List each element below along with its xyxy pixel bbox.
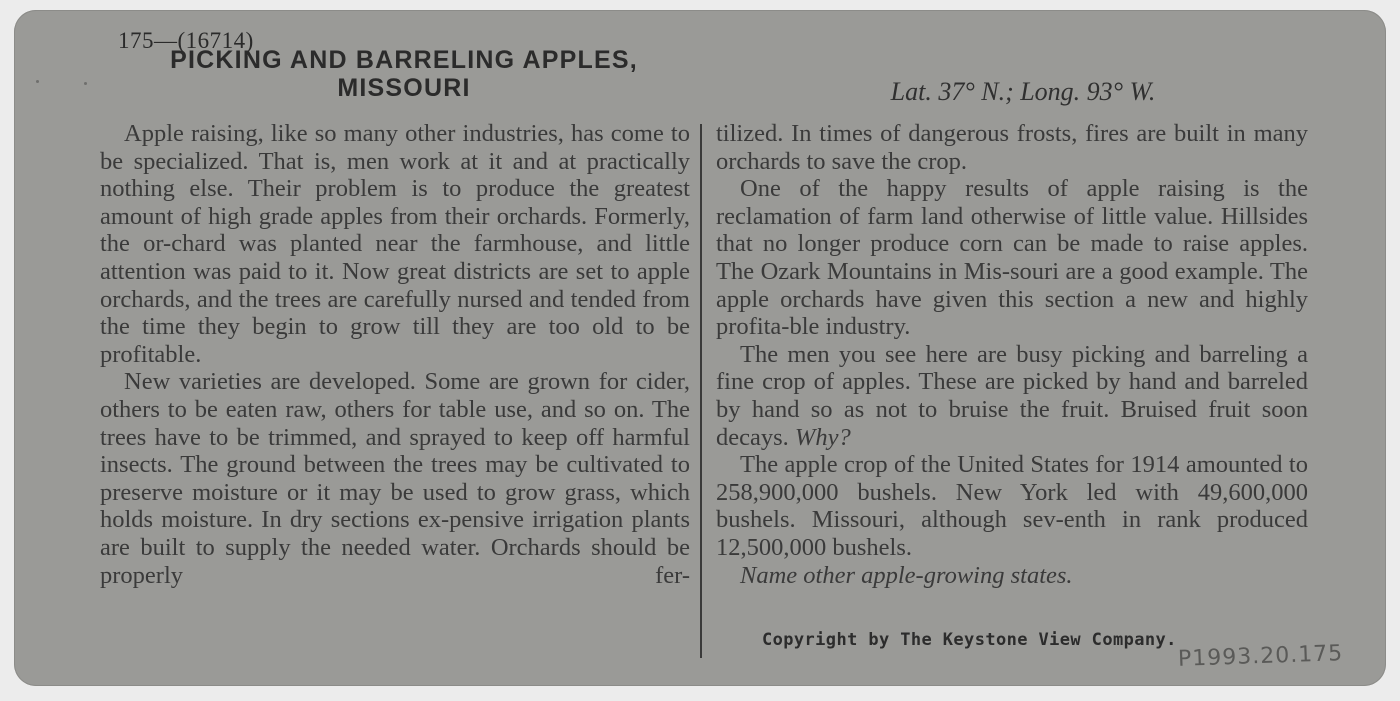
paragraph: Apple raising, like so many other industries, has come to be specialized. That is, men work at it and at practically nothing else. Their problem is to produce the greatest amount of high grade apples from their orchards. Formerly, the or-chard was planted near the farmhouse, and little attention was paid to it. Now great districts are set to apple orchards, and the trees are carefully nursed and tended from the time they begin to grow till they are too old to be profitable. [100, 120, 690, 368]
catalog-number: 175—(16714) [118, 28, 254, 53]
paragraph [716, 341, 1308, 451]
card-title-line1: PICKING AND BARRELING APPLES, [170, 46, 638, 74]
exercise-prompt: Name other apple-growing states. [740, 561, 1073, 589]
right-text-column [716, 120, 1308, 589]
stereograph-card-back [14, 10, 1386, 686]
left-text-column [100, 120, 690, 589]
accession-number: P1993.20.175 [1177, 641, 1344, 672]
paragraph: One of the happy results of apple raising is the reclamation of farm land otherwise of little value. Hillsides that no longer produce corn can be made to raise apples. The Ozark Mountains in Mis-souri are a good example. The apple orchards have given this section a new and highly profita-ble industry. [716, 175, 1308, 341]
card-title [94, 46, 714, 102]
paragraph: New varieties are developed. Some are grown for cider, others to be eaten raw, others for table use, and so on. The trees have to be trimmed, and sprayed to keep off harmful insects. The ground between the trees may be cultivated to preserve moisture or it may be used to grow grass, which holds moisture. In dry sections ex-pensive irrigation plants are built to supply the needed water. Orchards should be properly fer- [100, 368, 690, 589]
question-prompt: Why? [794, 423, 851, 451]
column-divider [700, 124, 702, 658]
copyright-notice: Copyright by The Keystone View Company. [762, 630, 1177, 650]
paragraph: tilized. In times of dangerous frosts, fires are built in many orchards to save the crop. [716, 120, 1308, 175]
paragraph-text: The men you see here are busy picking and barreling a fine crop of apples. These are picked by hand and barreled by hand so as not to bruise the fruit. Bruised fruit soon decays. [716, 340, 1308, 451]
paper-speck [84, 82, 87, 85]
paragraph: The apple crop of the United States for 1914 amounted to 258,900,000 bushels. New York led with 49,600,000 bushels. Missouri, although sev-enth in rank produced 12,500,000 bushels. [716, 451, 1308, 561]
paper-speck [36, 80, 39, 83]
lat-long: Lat. 37° N.; Long. 93° W. [890, 77, 1156, 106]
card-title-line2: MISSOURI [337, 74, 471, 102]
